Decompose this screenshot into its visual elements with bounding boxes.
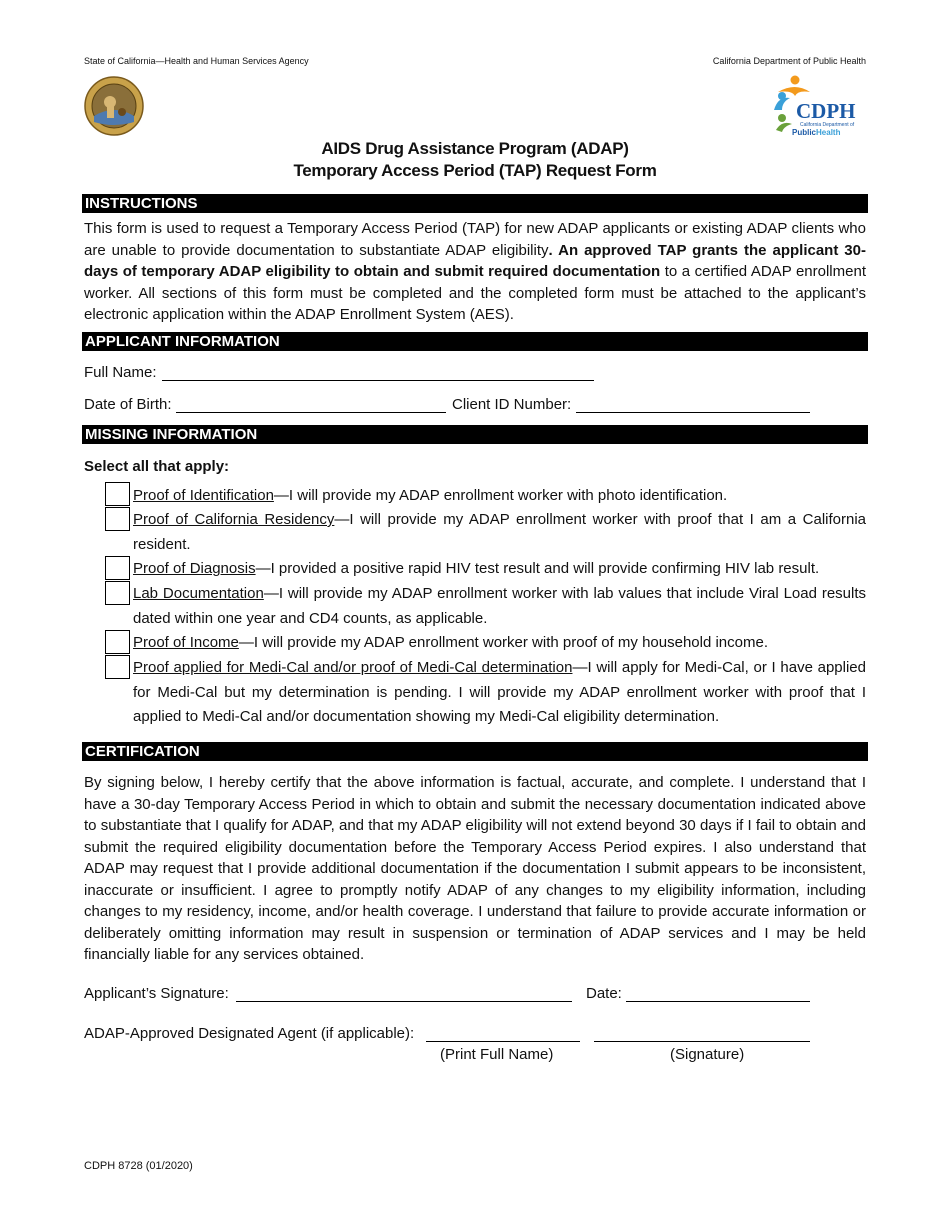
checkbox-label-lab-documentation xyxy=(133,582,866,631)
client-id-label: Client ID Number: xyxy=(452,396,572,413)
item-text: —I will provide my ADAP enrollment worker with lab values that include Viral Load results dated within one year and CD4 counts, as applicable. xyxy=(133,585,867,627)
certification-text: By signing below, I hereby certify that the above information is factual, accurate, and complete. I understand that I have a 30-day Temporary Access Period in which to obtain and submit the necessary documentation indicated above to substantiate that I qualify for ADAP, and that my ADAP eligibility will not extend beyond 30 days if I fail to obtain and submit the required eligibility documentation before the Temporary Access Period expires. I also understand that ADAP may request that I provide additional documentation if the documentation I submit appears to be inconsistent, inaccurate or insufficient. I agree to promptly notify ADAP of any changes to my eligibility information, including changes to my residency, income, and/or health coverage. I understand that failure to provide accurate information or deliberately omitting information may result in suspension or termination of ADAP services and I may be held financially liable for any services obtained. xyxy=(84,774,866,963)
item-title: Proof of Identification xyxy=(133,487,274,504)
svg-text:CDPH: CDPH xyxy=(796,99,856,123)
date-of-birth-label: Date of Birth: xyxy=(84,396,172,413)
item-text: —I will provide my ADAP enrollment worker with photo identification. xyxy=(273,487,728,504)
missing-information-heading: MISSING INFORMATION xyxy=(82,425,868,444)
agency-name-right: California Department of Public Health xyxy=(712,56,866,66)
checkbox-label-proof-of-diagnosis xyxy=(133,557,866,582)
item-title: Proof applied for Medi-Cal and/or proof of Medi-Cal determination xyxy=(133,659,573,676)
instructions-heading: INSTRUCTIONS xyxy=(82,194,868,213)
full-name-label: Full Name: xyxy=(84,364,157,381)
item-title: Proof of Diagnosis xyxy=(133,560,256,577)
date-label: Date: xyxy=(586,985,622,1002)
designated-agent-label: ADAP-Approved Designated Agent (if applicable): xyxy=(84,1025,415,1042)
form-title xyxy=(0,138,950,182)
client-id-field[interactable] xyxy=(576,412,810,413)
checkbox-proof-of-income[interactable] xyxy=(105,630,130,654)
applicant-information-heading: APPLICANT INFORMATION xyxy=(82,332,868,351)
checkbox-label-proof-of-income xyxy=(133,631,866,656)
svg-text:California Department of: California Department of xyxy=(800,122,855,128)
checkbox-proof-of-identification[interactable] xyxy=(105,482,130,506)
applicant-signature-label: Applicant’s Signature: xyxy=(84,985,229,1002)
form-number: CDPH 8728 (01/2020) xyxy=(84,1160,193,1172)
item-text: —I will apply for Medi-Cal, or I have applied for Medi-Cal but my determination is pending. I will provide my ADAP enrollment worker with proof that I applied to Medi-Cal and/or documentation showing my Medi-Cal eligibility determination. xyxy=(133,659,866,725)
california-seal-icon xyxy=(84,76,144,136)
agency-name-left: State of California—Health and Human Services Agency xyxy=(84,56,309,66)
svg-text:PublicHealth: PublicHealth xyxy=(792,128,841,137)
item-title: Lab Documentation xyxy=(133,585,264,602)
item-text: —I will provide my ADAP enrollment worker with proof of my household income. xyxy=(238,634,768,651)
date-of-birth-field[interactable] xyxy=(176,412,446,413)
item-title: Proof of Income xyxy=(133,634,239,651)
form-title-line-1: AIDS Drug Assistance Program (ADAP) xyxy=(321,139,629,158)
checkbox-label-proof-of-medi-cal xyxy=(133,656,866,730)
form-title-line-2: Temporary Access Period (TAP) Request Form xyxy=(293,161,657,180)
certification-heading: CERTIFICATION xyxy=(82,742,868,761)
print-full-name-label: (Print Full Name) xyxy=(440,1046,554,1063)
agent-signature-field[interactable] xyxy=(594,1041,810,1042)
instructions-text-part-2: to a certified ADAP enrollment worker. All sections of this form must be completed and the completed form must be attached to the applicant’s electronic application within the ADAP Enrollment System (AES). xyxy=(84,263,866,323)
applicant-signature-field[interactable] xyxy=(236,1001,572,1002)
agent-print-name-field[interactable] xyxy=(426,1041,580,1042)
checkbox-label-proof-of-identification xyxy=(133,484,866,509)
checkbox-proof-of-diagnosis[interactable] xyxy=(105,556,130,580)
instructions-text-part-1: This form is used to request a Temporary Access Period (TAP) for new ADAP applicants or existing ADAP clients who are unable to provide documentation to substantiate ADAP eligibility xyxy=(84,220,866,259)
full-name-field[interactable] xyxy=(162,380,594,381)
instructions-text-bold: . An approved TAP grants the applicant 30-days of temporary ADAP eligibility to obtain and submit required documentation xyxy=(84,241,866,280)
instructions-text xyxy=(84,218,866,326)
select-all-label: Select all that apply: xyxy=(84,458,230,475)
date-field[interactable] xyxy=(626,1001,810,1002)
checkbox-lab-documentation[interactable] xyxy=(105,581,130,605)
item-text: —I will provide my ADAP enrollment worker with proof that I am a California resident. xyxy=(133,511,867,553)
agent-signature-label: (Signature) xyxy=(670,1046,745,1063)
checkbox-proof-of-medi-cal[interactable] xyxy=(105,655,130,679)
item-title: Proof of California Residency xyxy=(133,511,335,528)
checkbox-label-proof-of-california-residency xyxy=(133,508,866,557)
cdph-logo-icon xyxy=(768,66,868,138)
item-text: —I provided a positive rapid HIV test result and will provide confirming HIV lab result. xyxy=(255,560,820,577)
checkbox-proof-of-california-residency[interactable] xyxy=(105,507,130,531)
